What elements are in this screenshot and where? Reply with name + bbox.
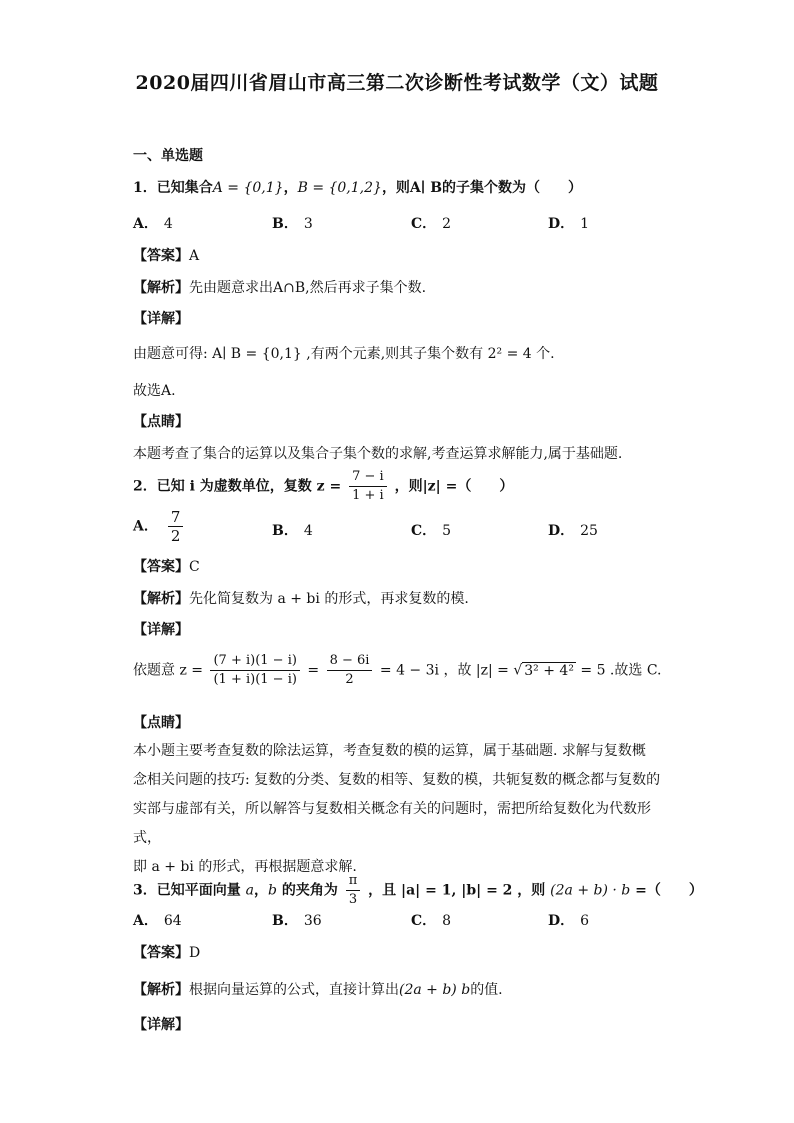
q2-option-c[interactable]	[411, 520, 451, 540]
q2-option-d[interactable]	[548, 520, 598, 540]
q2-comment-line: 即 a + bi 的形式，再根据题意求解.	[133, 859, 357, 875]
q2-detail-suffix-2: = 5 .故选 C.	[580, 662, 662, 679]
q3-stem-prefix: 3．已知平面向量	[133, 882, 241, 899]
q2-detail-fraction-2-num: 8 − 6i	[327, 652, 373, 671]
q2-answer-tag: 【答案】	[133, 559, 189, 575]
q2-comment-line: 念相关问题的技巧: 复数的分类、复数的相等、复数的模，共轭复数的概念都与复数的	[133, 772, 661, 788]
section-heading: 一、单选题	[133, 148, 203, 164]
q3-option-d[interactable]	[548, 910, 589, 930]
q3-analysis-tag: 【解析】	[133, 982, 189, 998]
q2-detail-fraction-1	[210, 652, 299, 689]
q2-detail-tag: 【详解】	[133, 622, 189, 638]
q3-angle-den: 3	[348, 892, 358, 907]
q1-sep: ，	[283, 180, 298, 196]
q3-detail-tag: 【详解】	[133, 1017, 189, 1033]
q2-detail-sqrt: 3² + 4²	[524, 662, 574, 679]
q3-answer	[133, 942, 200, 962]
q1-detail: 由题意可得: A∣ B = {0,1} ,有两个元素,则其子集个数有 2² = 4 个.	[133, 346, 555, 362]
q3-analysis	[133, 979, 503, 999]
q3-angle-num: π	[346, 872, 361, 891]
q2-option-a-letter: A．	[133, 518, 158, 535]
q1-analysis-text: 先由题意求出A∩B,然后再求子集个数.	[189, 280, 427, 296]
q2-option-a-fraction	[168, 508, 184, 545]
q2-stem-prefix: 2．已知 i 为虚数单位，复数 z =	[133, 478, 342, 495]
q3-angle-fraction	[346, 872, 361, 909]
page-title: 2020届四川省眉山市高三第二次诊断性考试数学（文）试题	[135, 72, 659, 94]
q1-stem-prefix: 1．已知集合	[133, 180, 213, 196]
q1-set-b: B = {0,1,2}	[297, 180, 382, 196]
q3-vector-a: a	[245, 882, 254, 899]
q1-option-d[interactable]	[548, 213, 589, 233]
q1-option-c-value: 2	[442, 216, 452, 232]
q1-option-d-value: 1	[580, 216, 590, 232]
q3-stem-mid: 的夹角为	[281, 882, 338, 899]
q1-detail-tag: 【详解】	[133, 311, 189, 327]
q2-analysis-text: 先化简复数为 a + bi 的形式，再求复数的模.	[189, 591, 469, 607]
q2-detail-fraction-1-den: (1 + i)(1 − i)	[213, 672, 297, 687]
q2-option-c-letter: C．	[411, 523, 437, 539]
q3-option-d-value: 6	[580, 913, 590, 929]
q1-answer-tag: 【答案】	[133, 248, 189, 264]
q3-option-b[interactable]	[272, 910, 322, 930]
q2-fraction-den: 1 + i	[352, 488, 384, 503]
q2-answer-value: C	[189, 559, 200, 575]
q2-comment-line: 本小题主要考查复数的除法运算，考查复数的模的运算，属于基础题. 求解与复数概	[133, 743, 646, 759]
q2-analysis-tag: 【解析】	[133, 591, 189, 607]
q2-answer	[133, 556, 200, 576]
q3-option-c-letter: C．	[411, 913, 437, 929]
q2-stem	[133, 468, 513, 505]
q3-vector-sep: ，	[253, 882, 268, 899]
q3-option-c[interactable]	[411, 910, 451, 930]
q1-option-a-value: 4	[163, 216, 173, 232]
q2-option-a-num: 7	[168, 508, 184, 527]
q1-option-d-letter: D．	[548, 216, 575, 232]
q3-analysis-expression: (2a + b) b	[399, 982, 471, 998]
q2-option-a[interactable]	[133, 508, 186, 545]
q1-set-a: A = {0,1}	[212, 180, 284, 196]
q2-detail-fraction-1-num: (7 + i)(1 − i)	[210, 652, 299, 671]
q3-analysis-suffix: 的值.	[470, 982, 503, 998]
q1-option-b-letter: B．	[272, 216, 298, 232]
q3-option-b-value: 36	[303, 913, 322, 929]
q2-option-c-value: 5	[442, 523, 452, 539]
q2-detail-fraction-2	[327, 652, 373, 689]
q2-comment	[133, 737, 673, 882]
q2-detail-eq: =	[307, 662, 320, 679]
q2-option-d-letter: D．	[548, 523, 575, 539]
q3-option-c-value: 8	[442, 913, 452, 929]
q2-option-d-value: 25	[580, 523, 598, 539]
q1-analysis-tag: 【解析】	[133, 280, 189, 296]
q1-stem-suffix: ，则A∣ B的子集个数为（ ）	[381, 180, 583, 196]
q1-conclusion: 故选A.	[133, 383, 176, 399]
q2-analysis	[133, 588, 469, 608]
q2-detail-suffix-1: = 4 − 3i ，故 |z| =	[379, 662, 509, 679]
q1-option-b-value: 3	[303, 216, 313, 232]
q3-option-b-letter: B．	[272, 913, 298, 929]
q1-option-a[interactable]	[133, 213, 173, 233]
q3-answer-value: D	[189, 945, 201, 961]
q1-comment-tag: 【点睛】	[133, 414, 189, 430]
q2-comment-line: 实部与虚部有关，所以解答与复数相关概念有关的问题时，需把所给复数化为代数形式，	[133, 801, 651, 846]
q3-stem-suffix: =（ ）	[635, 882, 703, 899]
q1-option-b[interactable]	[272, 213, 313, 233]
q2-detail-fraction-2-den: 2	[345, 672, 354, 687]
q1-analysis	[133, 277, 426, 297]
q2-option-a-den: 2	[170, 527, 181, 545]
q3-answer-tag: 【答案】	[133, 945, 189, 961]
q3-stem-expression: (2a + b) · b	[550, 882, 631, 899]
q1-stem	[133, 177, 582, 197]
q2-stem-suffix: ，则|z| =（ ）	[394, 478, 514, 495]
q3-option-a-value: 64	[163, 913, 182, 929]
q3-option-a-letter: A．	[133, 913, 158, 929]
q3-vector-b: b	[267, 882, 277, 899]
q1-option-a-letter: A．	[133, 216, 158, 232]
q2-option-b-value: 4	[303, 523, 313, 539]
q3-option-a[interactable]	[133, 910, 182, 930]
q2-fraction-num: 7 − i	[349, 468, 387, 487]
q3-option-d-letter: D．	[548, 913, 575, 929]
q3-stem	[133, 872, 703, 909]
q1-answer-value: A	[189, 248, 200, 264]
q1-comment: 本题考查了集合的运算以及集合子集个数的求解,考查运算求解能力,属于基础题.	[133, 446, 623, 462]
q2-option-b[interactable]	[272, 520, 313, 540]
q2-detail: 依题意 z = $\frac{(7 + i)(1 - i)}{(1 + i)(1 - i)}$ = $\frac{8 - 6i}{2}$ = 4 − 3i ，故 |z| = √ 3² + 4² = 5 .故选 C.	[133, 653, 662, 687]
q1-answer	[133, 245, 199, 265]
q1-option-c[interactable]	[411, 213, 451, 233]
q2-fraction	[349, 468, 387, 505]
q1-option-c-letter: C．	[411, 216, 437, 232]
q2-option-b-letter: B．	[272, 523, 298, 539]
q3-stem-condition: ，且 |a| = 1, |b| = 2 ，则	[368, 882, 546, 899]
q3-analysis-prefix: 根据向量运算的公式，直接计算出	[189, 982, 399, 998]
q2-detail-prefix: 依题意 z =	[133, 662, 204, 679]
q2-comment-tag: 【点睛】	[133, 715, 189, 731]
